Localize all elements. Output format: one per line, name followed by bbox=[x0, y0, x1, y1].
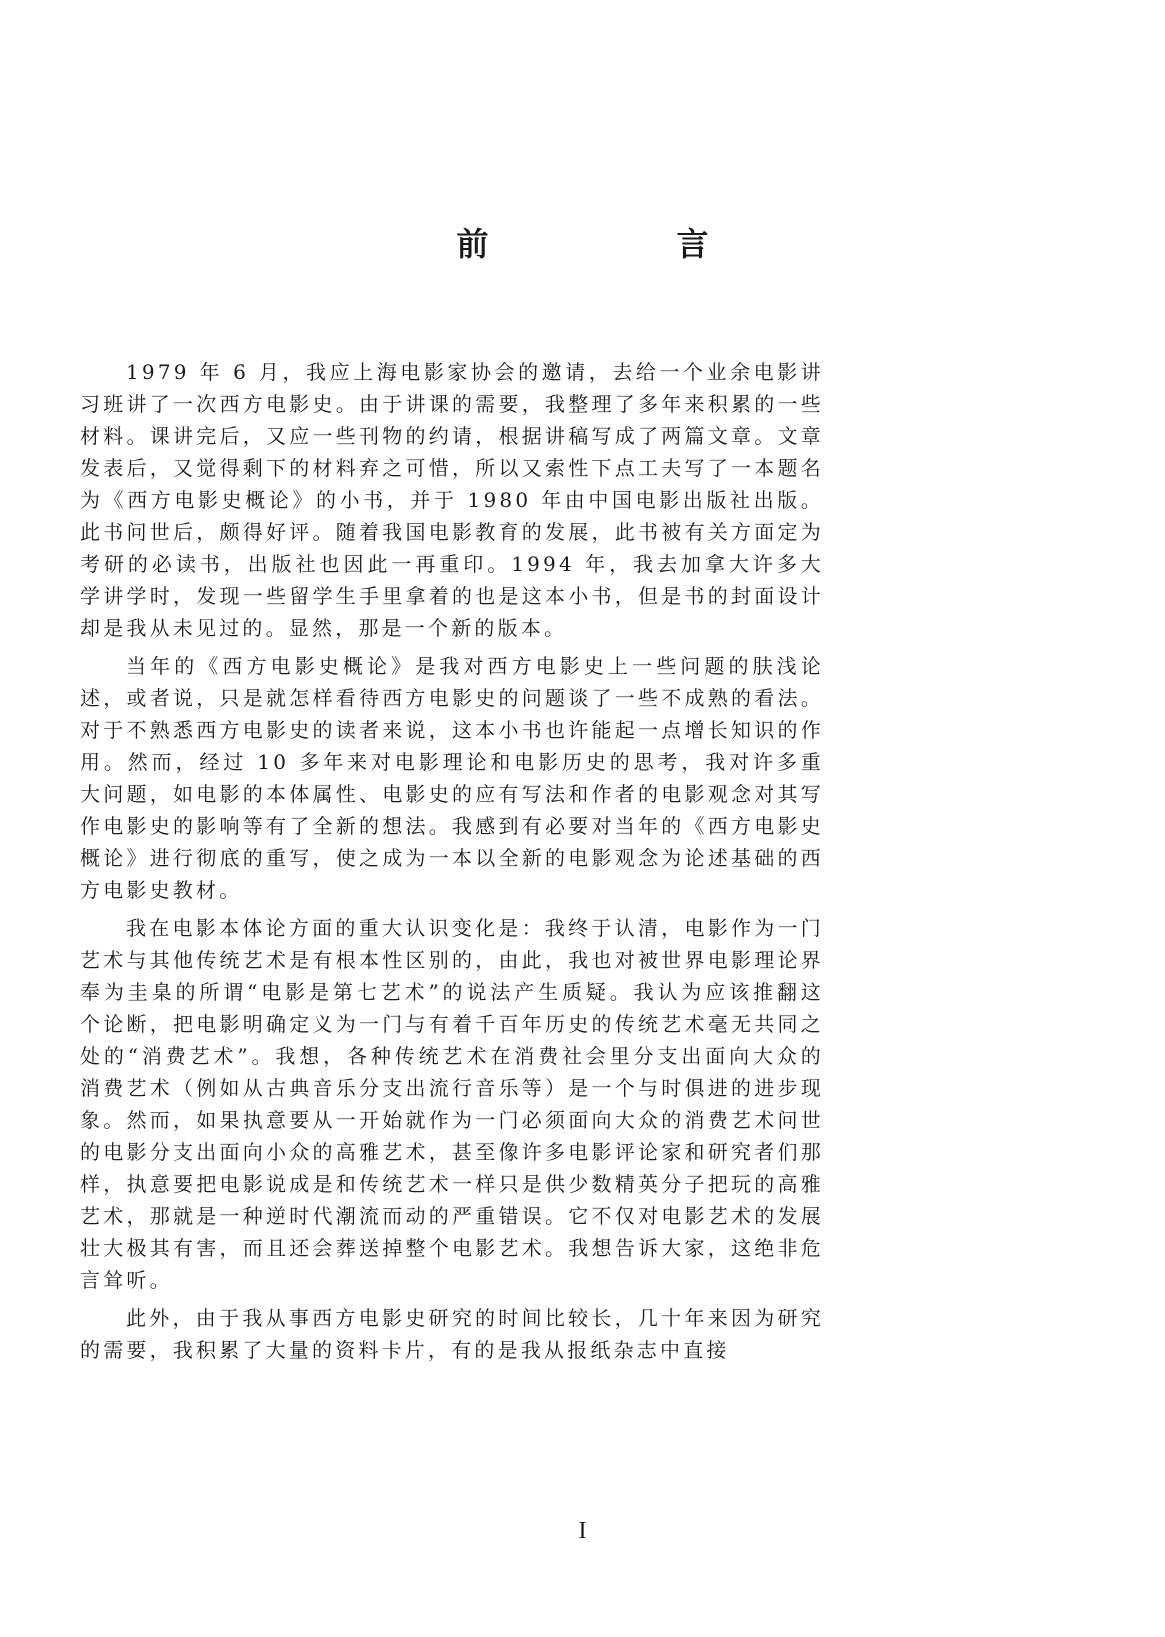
paragraph: 当年的《西方电影史概论》是我对西方电影史上一些问题的肤浅论述，或者说，只是就怎样看待西方电影史的问题谈了一些不成熟的看法。对于不熟悉西方电影史的读者来说，这本小书也许能起一点增长知识的作用。然而，经过 10 多年来对电影理论和电影历史的思考，我对许多重大问题，如电影的本体属性、电影史的应有写法和作者的电影观念对其写作电影史的影响等有了全新的想法。我感到有必要对当年的《西方电影史概论》进行彻底的重写，使之成为一本以全新的电影观念为论述基础的西方电影史教材。 bbox=[80, 654, 824, 902]
paragraph: 此外，由于我从事西方电影史研究的时间比较长，几十年来因为研究的需要，我积累了大量的资料卡片，有的是我从报纸杂志中直接 bbox=[80, 1306, 824, 1362]
page-number: I bbox=[578, 1518, 587, 1544]
page-title: 前 言 bbox=[456, 225, 787, 263]
paragraph: 1979 年 6 月，我应上海电影家协会的邀请，去给一个业余电影讲习班讲了一次西方电影史。由于讲课的需要，我整理了多年来积累的一些材料。课讲完后，又应一些刊物的约请，根据讲稿写成了两篇文章。文章发表后，又觉得剩下的材料弃之可惜，所以又索性下点工夫写了一本题名为《西方电影史概论》的小书，并于 1980 年由中国电影出版社出版。此书问世后，颇得好评。随着我国电影教育的发展，此书被有关方面定为考研的必读书，出版社也因此一再重印。1994 年，我去加拿大许多大学讲学时，发现一些留学生手里拿着的也是这本小书，但是书的封面设计却是我从未见过的。显然，那是一个新的版本。 bbox=[80, 360, 824, 640]
preface-body bbox=[80, 356, 824, 1366]
paragraph: 我在电影本体论方面的重大认识变化是：我终于认清，电影作为一门艺术与其他传统艺术是有根本性区别的，由此，我也对被世界电影理论界奉为圭臬的所谓“电影是第七艺术”的说法产生质疑。我认为应该推翻这个论断，把电影明确定义为一门与有着千百年历史的传统艺术毫无共同之处的“消费艺术”。我想，各种传统艺术在消费社会里分支出面向大众的消费艺术（例如从古典音乐分支出流行音乐等）是一个与时俱进的进步现象。然而，如果执意要从一开始就作为一门必须面向大众的消费艺术问世的电影分支出面向小众的高雅艺术，甚至像许多电影评论家和研究者们那样，执意要把电影说成是和传统艺术一样只是供少数精英分子把玩的高雅艺术，那就是一种逆时代潮流而动的严重错误。它不仅对电影艺术的发展壮大极其有害，而且还会葬送掉整个电影艺术。我想告诉大家，这绝非危言耸听。 bbox=[80, 916, 824, 1292]
